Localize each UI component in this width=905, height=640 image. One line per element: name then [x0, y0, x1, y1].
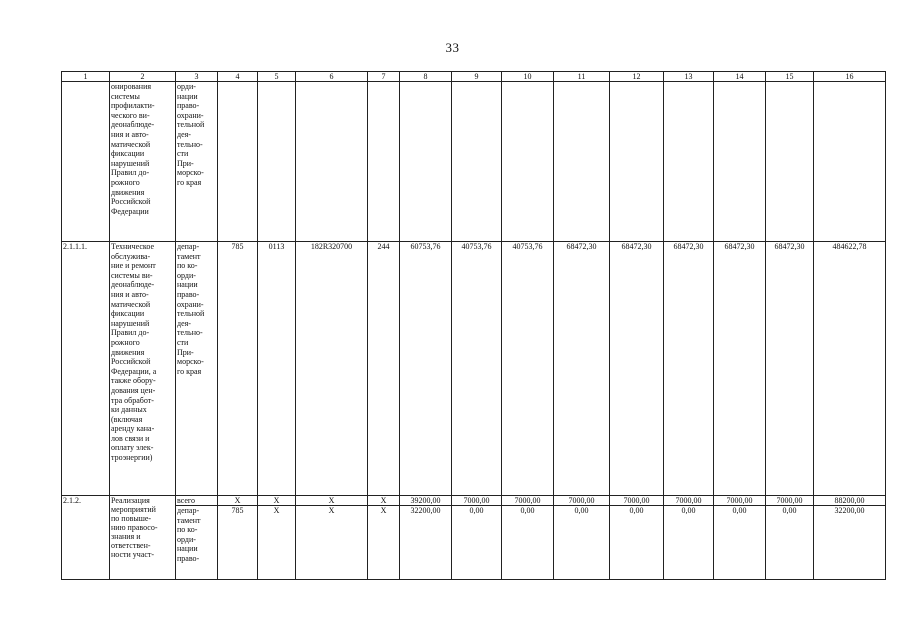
value-cell: 39200,00 [400, 496, 452, 506]
empty-cell [296, 82, 368, 242]
value-cell: 7000,00 [766, 496, 814, 506]
header-cell: 13 [664, 72, 714, 82]
executor-cell: орди- нации право- охрани- тельной дея- тельно- сти При- морско- го края [176, 82, 218, 242]
code-cell: 2.1.1.1. [62, 242, 110, 496]
empty-cell [664, 82, 714, 242]
measure-name-cell: онирования системы профилакти- ческого ви- деонаблюде- ния и авто- матической фиксации нарушений Правил до- рожного движения Российской Федерации [110, 82, 176, 242]
value-cell: 0,00 [766, 506, 814, 580]
value-cell: 68472,30 [766, 242, 814, 496]
empty-cell [452, 82, 502, 242]
value-cell: 484622,78 [814, 242, 886, 496]
empty-cell [714, 82, 766, 242]
empty-cell [766, 82, 814, 242]
value-cell: X [368, 506, 400, 580]
page-number: 33 [445, 40, 460, 55]
value-cell: 7000,00 [554, 496, 610, 506]
table-row-2-1-2-total [62, 496, 886, 506]
total-label-cell: всего [176, 496, 218, 506]
header-cell: 1 [62, 72, 110, 82]
header-cell: 12 [610, 72, 664, 82]
value-cell: 0,00 [610, 506, 664, 580]
value-cell: 785 [218, 506, 258, 580]
value-cell: 68472,30 [714, 242, 766, 496]
empty-cell [610, 82, 664, 242]
table-row-2-1-1-1 [62, 242, 886, 496]
table-row-2-1-2-executor [62, 506, 886, 580]
value-cell: 7000,00 [664, 496, 714, 506]
value-cell: 182R320700 [296, 242, 368, 496]
value-cell: 88200,00 [814, 496, 886, 506]
value-cell: 0,00 [452, 506, 502, 580]
value-cell: 7000,00 [452, 496, 502, 506]
header-cell: 2 [110, 72, 176, 82]
code-cell: 2.1.2. [62, 496, 110, 580]
header-cell: 8 [400, 72, 452, 82]
value-cell: X [258, 506, 296, 580]
empty-cell [258, 82, 296, 242]
value-cell: 0113 [258, 242, 296, 496]
value-cell: 40753,76 [452, 242, 502, 496]
empty-cell [368, 82, 400, 242]
header-cell: 10 [502, 72, 554, 82]
value-cell: 68472,30 [554, 242, 610, 496]
header-cell: 9 [452, 72, 502, 82]
value-cell: 32200,00 [814, 506, 886, 580]
value-cell: X [296, 506, 368, 580]
measure-name-cell: Техническое обслужива- ние и ремонт системы ви- деонаблюде- ния и авто- матической фиксации нарушений Правил до- рожного движения Российской Федерации, а также обору- дования цен- тра обработ- ки данных (включая аренду кана- лов связи и оплату элек- троэнергии) [110, 242, 176, 496]
header-cell: 14 [714, 72, 766, 82]
executor-cell: депар- тамент по ко- орди- нации право- [176, 506, 218, 580]
value-cell: X [258, 496, 296, 506]
value-cell: 68472,30 [610, 242, 664, 496]
value-cell: 7000,00 [714, 496, 766, 506]
header-cell: 3 [176, 72, 218, 82]
code-cell [62, 82, 110, 242]
header-cell: 6 [296, 72, 368, 82]
value-cell: 0,00 [554, 506, 610, 580]
value-cell: 785 [218, 242, 258, 496]
value-cell: 60753,76 [400, 242, 452, 496]
empty-cell [400, 82, 452, 242]
value-cell: 68472,30 [664, 242, 714, 496]
empty-cell [502, 82, 554, 242]
value-cell: X [296, 496, 368, 506]
value-cell: 32200,00 [400, 506, 452, 580]
executor-cell: депар- тамент по ко- орди- нации право- охрани- тельной дея- тельно- сти При- морско- го края [176, 242, 218, 496]
value-cell: 0,00 [502, 506, 554, 580]
header-cell: 5 [258, 72, 296, 82]
value-cell: 7000,00 [610, 496, 664, 506]
budget-table [61, 71, 886, 580]
empty-cell [218, 82, 258, 242]
value-cell: 0,00 [664, 506, 714, 580]
empty-cell [554, 82, 610, 242]
value-cell: X [368, 496, 400, 506]
value-cell: 244 [368, 242, 400, 496]
header-cell: 16 [814, 72, 886, 82]
empty-cell [814, 82, 886, 242]
value-cell: X [218, 496, 258, 506]
header-cell: 15 [766, 72, 814, 82]
table-row-continuation [62, 82, 886, 242]
value-cell: 40753,76 [502, 242, 554, 496]
measure-name-cell: Реализация мероприятий по повыше- нию правосо- знания и ответствен- ности участ- [110, 496, 176, 580]
header-row [62, 72, 886, 82]
header-cell: 7 [368, 72, 400, 82]
value-cell: 7000,00 [502, 496, 554, 506]
header-cell: 11 [554, 72, 610, 82]
header-cell: 4 [218, 72, 258, 82]
value-cell: 0,00 [714, 506, 766, 580]
